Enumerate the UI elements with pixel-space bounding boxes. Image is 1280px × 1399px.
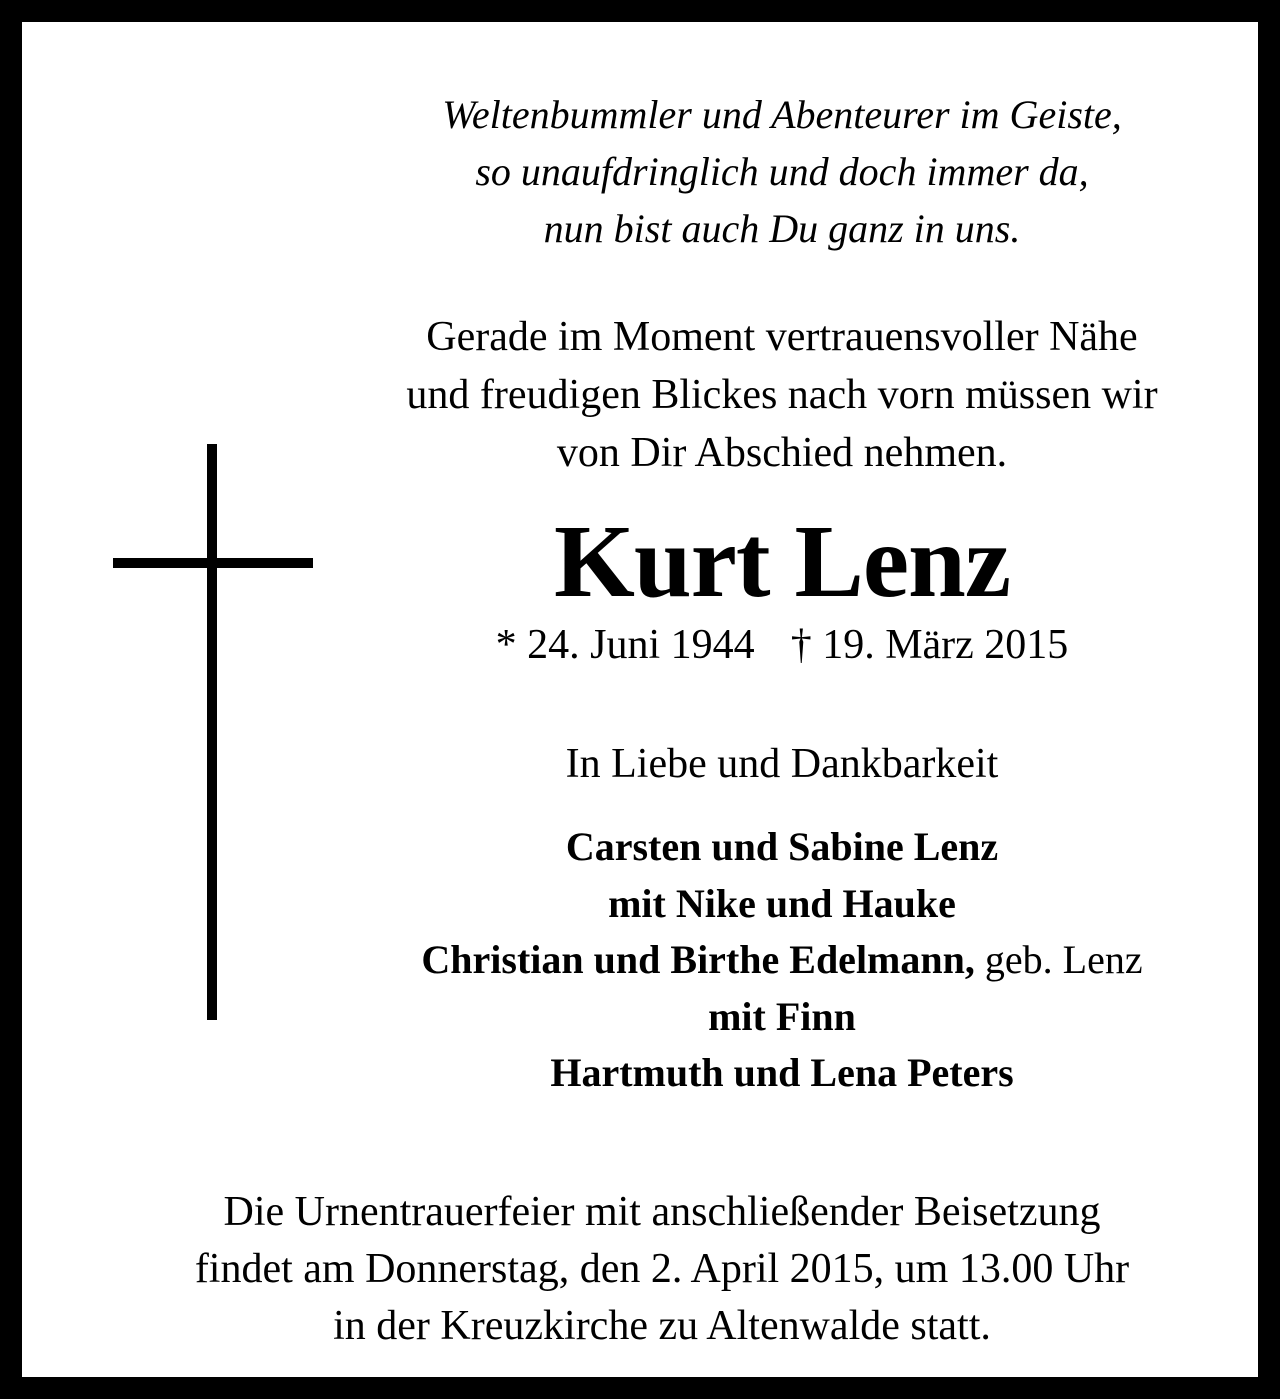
funeral-service-info bbox=[62, 1184, 1262, 1355]
life-dates bbox=[322, 617, 1242, 673]
mourner-line: Carsten und Sabine Lenz bbox=[565, 824, 999, 869]
farewell-text bbox=[322, 308, 1242, 482]
service-line: in der Kreuzkirche zu Altenwalde statt. bbox=[333, 1303, 991, 1349]
poem-line: so unaufdringlich und doch immer da, bbox=[475, 149, 1089, 194]
obituary-notice bbox=[22, 22, 1258, 1377]
farewell-line: von Dir Abschied nehmen. bbox=[556, 430, 1008, 476]
farewell-line: und freudigen Blickes nach vorn müssen wir bbox=[406, 372, 1158, 418]
farewell-line: Gerade im Moment vertrauensvoller Nähe bbox=[426, 314, 1138, 360]
poem-line: nun bist auch Du ganz in uns. bbox=[543, 206, 1021, 251]
dedication-line: In Liebe und Dankbarkeit bbox=[565, 741, 999, 787]
poem bbox=[322, 86, 1242, 257]
mourner-line: mit Nike und Hauke bbox=[608, 880, 956, 926]
mourner-line: mit Finn bbox=[708, 993, 856, 1039]
poem-line: Weltenbummler und Abenteurer im Geiste, bbox=[442, 92, 1122, 137]
mourner-name: Christian und Birthe Edelmann, bbox=[421, 937, 975, 982]
death-date: † 19. März 2015 bbox=[790, 622, 1069, 668]
service-line: Die Urnentrauerfeier mit anschließender Beisetzung bbox=[223, 1189, 1101, 1235]
maiden-name: geb. Lenz bbox=[984, 937, 1143, 982]
mourner-line: Hartmuth und Lena Peters bbox=[550, 1050, 1014, 1095]
birth-date: * 24. Juni 1944 bbox=[495, 622, 755, 668]
cross-vertical-bar bbox=[207, 444, 217, 1020]
mourner-line bbox=[322, 932, 1242, 989]
deceased-name: Kurt Lenz bbox=[553, 504, 1011, 619]
mourners-list bbox=[322, 819, 1242, 1102]
service-line: findet am Donnerstag, den 2. April 2015, um 13.00 Uhr bbox=[194, 1246, 1130, 1292]
cross-horizontal-bar bbox=[113, 558, 313, 568]
